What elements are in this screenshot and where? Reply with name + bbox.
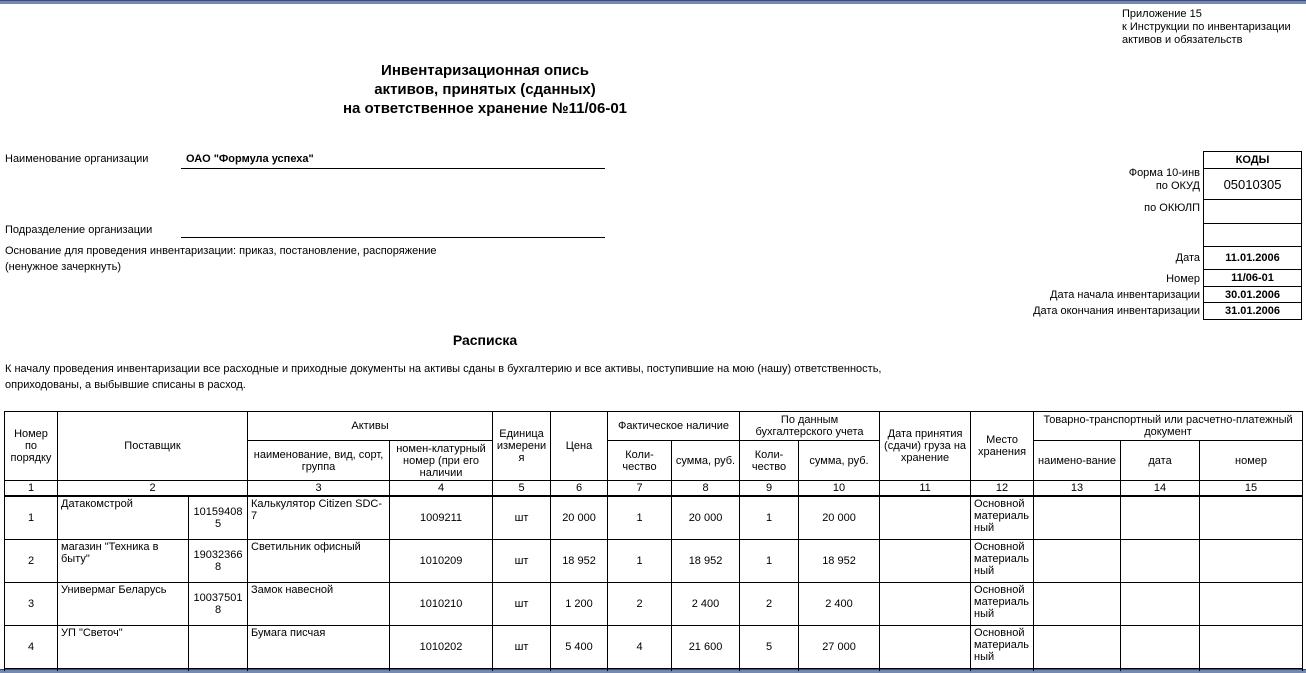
table-cell: шт	[493, 625, 551, 668]
table-cell: 190323668	[189, 539, 248, 582]
header-item-name: наименование, вид, сорт, группа	[248, 441, 390, 481]
inventory-table	[4, 411, 1304, 671]
end-date-value: 31.01.2006	[1224, 305, 1281, 317]
col-number: 4	[390, 481, 493, 497]
document-title	[170, 61, 800, 118]
inventory-table-body	[5, 496, 1303, 671]
table-cell: 20 000	[799, 496, 880, 539]
appendix-line: к Инструкции по инвентаризации	[1122, 21, 1291, 33]
col-number: 2	[58, 481, 248, 497]
table-cell	[493, 668, 551, 671]
table-cell	[672, 668, 740, 671]
header-storage-place: Место хранения	[971, 412, 1034, 481]
okyulp-label: по ОКЮЛП	[1144, 202, 1200, 214]
col-number: 7	[608, 481, 672, 497]
receipt-heading: Расписка	[452, 332, 518, 348]
table-cell: Универмаг Беларусь	[58, 582, 189, 625]
table-cell	[551, 668, 608, 671]
table-cell	[1200, 496, 1303, 539]
table-cell	[1121, 668, 1200, 671]
table-cell: 101594085	[189, 496, 248, 539]
organization-value: ОАО "Формула успеха"	[186, 153, 314, 165]
table-cell: 1	[740, 539, 799, 582]
table-cell: 2	[740, 582, 799, 625]
table-cell	[1121, 539, 1200, 582]
table-cell: 4	[608, 625, 672, 668]
window-top-edge	[0, 0, 1306, 4]
table-cell	[1200, 539, 1303, 582]
col-number: 10	[799, 481, 880, 497]
header-group-assets: Активы	[248, 412, 493, 441]
header-doc-number: номер	[1200, 441, 1303, 481]
table-cell: 1	[740, 496, 799, 539]
table-cell: 2 400	[672, 582, 740, 625]
table-cell	[1200, 668, 1303, 671]
codes-header: КОДЫ	[1204, 152, 1301, 169]
header-supplier: Поставщик	[58, 412, 248, 481]
table-cell: 3	[5, 582, 58, 625]
table-cell	[1121, 582, 1200, 625]
table-cell: Основной материальный	[971, 539, 1034, 582]
table-cell: магазин "Техника в быту"	[58, 539, 189, 582]
table-cell: 100375018	[189, 582, 248, 625]
form-okud-label-line2: по ОКУД	[1155, 180, 1200, 192]
appendix-line: активов и обязательств	[1122, 34, 1243, 46]
title-line: активов, принятых (сданных)	[374, 81, 596, 98]
table-cell	[1034, 496, 1121, 539]
table-cell	[1034, 582, 1121, 625]
table-cell: 1009211	[390, 496, 493, 539]
table-cell	[880, 539, 971, 582]
table-cell: 1	[5, 496, 58, 539]
col-number: 14	[1121, 481, 1200, 497]
table-cell	[1034, 668, 1121, 671]
col-number: 12	[971, 481, 1034, 497]
table-cell	[608, 668, 672, 671]
table-cell: 1 200	[551, 582, 608, 625]
appendix-note	[1122, 8, 1302, 47]
header-qty-acct: Коли-чество	[740, 441, 799, 481]
receipt-text	[5, 361, 955, 393]
okyulp-code-value	[1204, 200, 1301, 224]
header-group-document: Товарно-транспортный или расчетно-платежный документ	[1034, 412, 1303, 441]
header-group-accounting: По данным бухгалтерского учета	[740, 412, 880, 441]
table-cell	[880, 496, 971, 539]
table-cell	[1121, 496, 1200, 539]
table-cell: 27 000	[799, 625, 880, 668]
table-cell: Замок навесной	[248, 582, 390, 625]
table-cell	[740, 668, 799, 671]
basis-line2: (ненужное зачеркнуть)	[5, 261, 121, 273]
col-number: 1	[5, 481, 58, 497]
okud-code-value: 05010305	[1204, 169, 1301, 200]
table-cell	[880, 582, 971, 625]
table-cell: 20 000	[672, 496, 740, 539]
division-label: Подразделение организации	[5, 224, 153, 236]
table-cell: 18 952	[672, 539, 740, 582]
title-line: Инвентаризационная опись	[381, 62, 589, 79]
table-cell: УП "Светоч"	[58, 625, 189, 668]
table-cell	[5, 668, 58, 671]
table-cell	[1200, 625, 1303, 668]
table-cell: Датакомстрой	[58, 496, 189, 539]
col-number: 9	[740, 481, 799, 497]
table-cell: 1010210	[390, 582, 493, 625]
table-cell: Основной материальный	[971, 625, 1034, 668]
table-cell: Основной материальный	[971, 496, 1034, 539]
table-cell: шт	[493, 539, 551, 582]
codes-empty-cell	[1204, 224, 1301, 247]
basis-line1: Основание для проведения инвентаризации: приказ, постановление, распоряжение	[5, 245, 437, 257]
header-sum-acct: сумма, руб.	[799, 441, 880, 481]
table-row	[5, 539, 1303, 582]
table-cell: Бумага писчая	[248, 625, 390, 668]
table-cell: 20 000	[551, 496, 608, 539]
table-cell: Основной материальный	[971, 582, 1034, 625]
number-label: Номер	[1166, 273, 1200, 285]
table-cell	[1034, 625, 1121, 668]
table-cell: 5	[740, 625, 799, 668]
col-number: 5	[493, 481, 551, 497]
col-number: 13	[1034, 481, 1121, 497]
table-cell	[971, 668, 1034, 671]
table-row-partial	[5, 668, 1303, 671]
table-cell: шт	[493, 582, 551, 625]
header-doc-date: дата	[1121, 441, 1200, 481]
header-group-fact: Фактическое наличие	[608, 412, 740, 441]
table-cell: 5 400	[551, 625, 608, 668]
receipt-line: К началу проведения инвентаризации все расходные и приходные документы на активы сданы в бухгалтерию и все активы, поступившие на мою (нашу) ответственность,	[5, 363, 882, 375]
col-number: 3	[248, 481, 390, 497]
table-cell	[390, 668, 493, 671]
table-cell: 2	[5, 539, 58, 582]
table-cell: шт	[493, 496, 551, 539]
header-doc-name: наимено-вание	[1034, 441, 1121, 481]
table-cell: Калькулятор Citizen SDC-7	[248, 496, 390, 539]
col-number: 15	[1200, 481, 1303, 497]
table-cell: 1	[608, 496, 672, 539]
table-cell: 1	[608, 539, 672, 582]
organization-underline	[181, 168, 605, 169]
receipt-line: оприходованы, а выбывшие списаны в расход.	[5, 379, 246, 391]
header-number: Номер по порядку	[5, 412, 58, 481]
header-qty-fact: Коли-чество	[608, 441, 672, 481]
title-line: на ответственное хранение №11/06-01	[342, 100, 628, 117]
header-price: Цена	[551, 412, 608, 481]
table-cell	[799, 668, 880, 671]
table-cell	[189, 625, 248, 668]
end-date-label: Дата окончания инвентаризации	[1033, 305, 1200, 317]
table-cell: 18 952	[799, 539, 880, 582]
table-cell: 1010209	[390, 539, 493, 582]
header-unit: Единица измерения	[493, 412, 551, 481]
date-label: Дата	[1175, 252, 1200, 264]
appendix-line: Приложение 15	[1122, 8, 1202, 20]
table-cell	[1200, 582, 1303, 625]
start-date-value: 30.01.2006	[1204, 287, 1301, 303]
number-value: 11/06-01	[1204, 270, 1301, 287]
table-row	[5, 496, 1303, 539]
table-cell	[1121, 625, 1200, 668]
table-cell: 2 400	[799, 582, 880, 625]
table-cell	[880, 625, 971, 668]
table-cell: Светильник офисный	[248, 539, 390, 582]
header-acceptance-date: Дата принятия (сдачи) груза на хранение	[880, 412, 971, 481]
table-row	[5, 582, 1303, 625]
organization-label: Наименование организации	[5, 153, 149, 165]
table-cell: 18 952	[551, 539, 608, 582]
table-cell	[248, 668, 390, 671]
start-date-label: Дата начала инвентаризации	[1050, 289, 1200, 301]
date-value: 11.01.2006	[1204, 247, 1301, 270]
table-cell: 2	[608, 582, 672, 625]
header-sum-fact: сумма, руб.	[672, 441, 740, 481]
table-cell	[189, 668, 248, 671]
col-number: 11	[880, 481, 971, 497]
header-nomenclature: номен-клатурный номер (при его наличии	[390, 441, 493, 481]
form-okud-label-line1: Форма 10-инв	[1128, 167, 1200, 179]
table-cell: 21 600	[672, 625, 740, 668]
table-cell	[880, 668, 971, 671]
table-cell	[58, 668, 189, 671]
table-cell: 1010202	[390, 625, 493, 668]
col-number: 6	[551, 481, 608, 497]
table-row	[5, 625, 1303, 668]
table-cell: 4	[5, 625, 58, 668]
codes-box	[1203, 151, 1302, 320]
table-cell	[1034, 539, 1121, 582]
division-underline	[181, 237, 605, 238]
col-number: 8	[672, 481, 740, 497]
